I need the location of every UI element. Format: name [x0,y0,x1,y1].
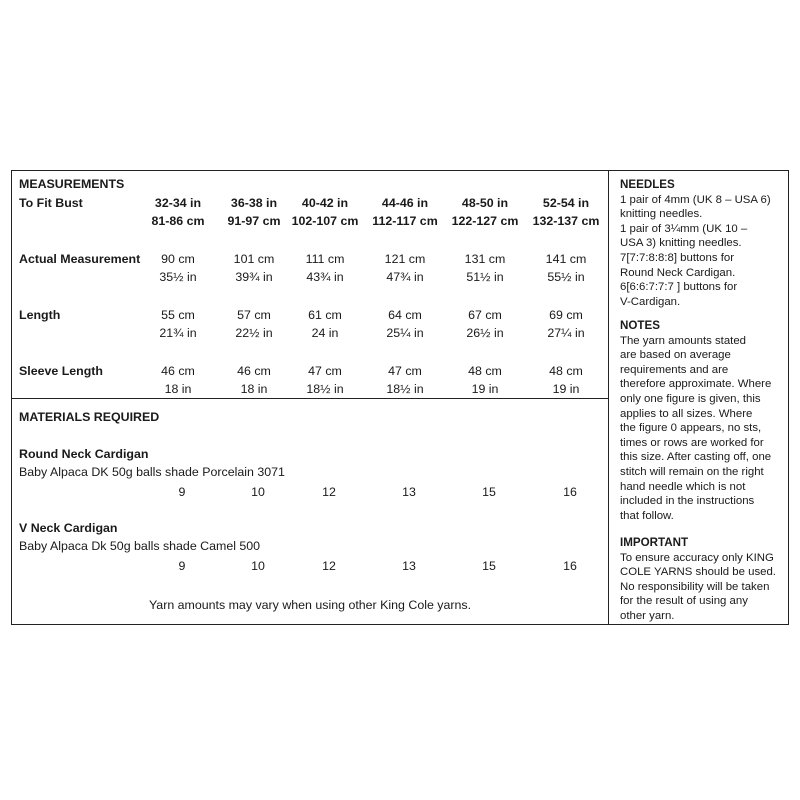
measurement-value-in: 25¼ in [386,326,424,340]
material-description: Baby Alpaca Dk 50g balls shade Camel 500 [19,539,261,553]
material-name: Round Neck Cardigan [19,447,149,461]
important-line: COLE YARNS should be used. [620,566,776,579]
measurement-value-in: 24 in [311,326,339,340]
notes-line: only one figure is given, this [620,392,761,405]
measurement-value-cm: 47 cm [388,364,422,378]
important-line: other yarn. [620,609,675,622]
important-section [620,536,790,624]
size-inches: 44-46 in [381,196,429,210]
measurement-value-in: 19 in [552,382,580,396]
notes-line: therefore approximate. Where [620,378,772,391]
yarn-footnote: Yarn amounts may vary when using other King Cole yarns. [148,598,472,612]
measurement-value-cm: 55 cm [161,308,195,322]
notes-line: times or rows are worked for [620,436,764,449]
needles-section [620,178,790,309]
needles-title: NEEDLES [620,178,675,191]
to-fit-bust-label: To Fit Bust [19,196,83,210]
notes-line: applies to all sizes. Where [620,407,753,420]
measurement-value-cm: 69 cm [549,308,583,322]
measurement-value-cm: 111 cm [305,252,345,266]
measurement-value-cm: 101 cm [233,252,275,266]
measurement-value-cm: 57 cm [237,308,271,322]
needles-line: 1 pair of 3¼mm (UK 10 – [620,222,748,235]
measurement-value-in: 21¾ in [159,326,197,340]
size-inches: 52-54 in [542,196,590,210]
size-cm: 91-97 cm [227,214,281,228]
measurement-value-cm: 48 cm [549,364,583,378]
size-cm: 122-127 cm [451,214,519,228]
material-amount: 9 [178,485,186,499]
size-cm: 81-86 cm [151,214,205,228]
notes-line: the figure 0 appears, no sts, [620,422,762,435]
measurement-row-label: Actual Measurement [19,252,141,266]
notes-line: are based on average [620,349,731,362]
notes-section [620,319,790,523]
notes-line: included in the instructions [620,495,755,508]
measurement-row-label: Length [19,308,61,322]
measurement-value-in: 35½ in [159,270,197,284]
materials-title: MATERIALS REQUIRED [19,410,160,424]
measurement-value-cm: 48 cm [468,364,502,378]
notes-line: The yarn amounts stated [620,334,746,347]
measurement-value-in: 47¾ in [386,270,424,284]
measurement-value-in: 18½ in [306,382,344,396]
measurement-value-in: 18½ in [386,382,424,396]
measurement-value-cm: 67 cm [468,308,502,322]
material-amount: 15 [482,485,496,499]
notes-line: requirements and are [620,363,729,376]
material-name: V Neck Cardigan [19,521,118,535]
important-line: To ensure accuracy only KING [620,551,774,564]
notes-line: stitch will remain on the right [620,465,764,478]
measurement-value-cm: 46 cm [237,364,271,378]
important-line: No responsibility will be taken [620,580,770,593]
notes-line: this size. After casting off, one [620,451,772,464]
material-amount: 15 [482,559,496,573]
material-description: Baby Alpaca DK 50g balls shade Porcelain 3071 [19,465,285,479]
needles-line: 7[7:7:8:8:8] buttons for [620,251,734,264]
measurement-value-in: 39¾ in [235,270,273,284]
measurement-row-label: Sleeve Length [19,364,104,378]
measurement-value-cm: 121 cm [384,252,426,266]
size-inches: 32-34 in [154,196,202,210]
measurement-value-in: 43¾ in [306,270,344,284]
measurement-value-in: 18 in [240,382,268,396]
measurement-value-cm: 46 cm [161,364,195,378]
material-amount: 9 [178,559,186,573]
section-divider [11,398,609,399]
size-cm: 112-117 cm [372,214,438,228]
material-amount: 16 [563,559,577,573]
material-amount: 10 [251,559,265,573]
material-amount: 16 [563,485,577,499]
size-inches: 40-42 in [301,196,349,210]
measurement-value-in: 18 in [164,382,192,396]
notes-line: hand needle which is not [620,480,746,493]
important-title: IMPORTANT [620,536,689,549]
material-amount: 12 [322,559,336,573]
measurement-value-in: 22½ in [235,326,273,340]
needles-line: USA 3) knitting needles. [620,237,742,250]
material-amount: 13 [402,559,416,573]
important-line: for the result of using any [620,595,748,608]
measurements-title: MEASUREMENTS [19,177,125,191]
measurement-value-cm: 131 cm [464,252,506,266]
material-amount: 12 [322,485,336,499]
measurement-value-in: 27¼ in [547,326,585,340]
size-inches: 48-50 in [461,196,509,210]
size-cm: 102-107 cm [291,214,359,228]
needles-line: Round Neck Cardigan. [620,266,736,279]
size-cm: 132-137 cm [532,214,600,228]
notes-title: NOTES [620,319,660,332]
measurement-value-in: 51½ in [466,270,504,284]
measurement-value-cm: 141 cm [545,252,587,266]
size-inches: 36-38 in [230,196,278,210]
measurement-value-cm: 64 cm [388,308,422,322]
needles-line: knitting needles. [620,208,703,221]
needles-line: V-Cardigan. [620,295,681,308]
measurement-value-cm: 61 cm [308,308,342,322]
needles-line: 1 pair of 4mm (UK 8 – USA 6) [620,193,771,206]
notes-line: that follow. [620,509,674,522]
measurement-value-in: 55½ in [547,270,585,284]
measurement-value-cm: 90 cm [161,252,195,266]
measurement-value-cm: 47 cm [308,364,342,378]
needles-line: 6[6:6:7:7:7 ] buttons for [620,281,738,294]
measurement-value-in: 19 in [471,382,499,396]
material-amount: 13 [402,485,416,499]
measurement-value-in: 26½ in [466,326,504,340]
material-amount: 10 [251,485,265,499]
